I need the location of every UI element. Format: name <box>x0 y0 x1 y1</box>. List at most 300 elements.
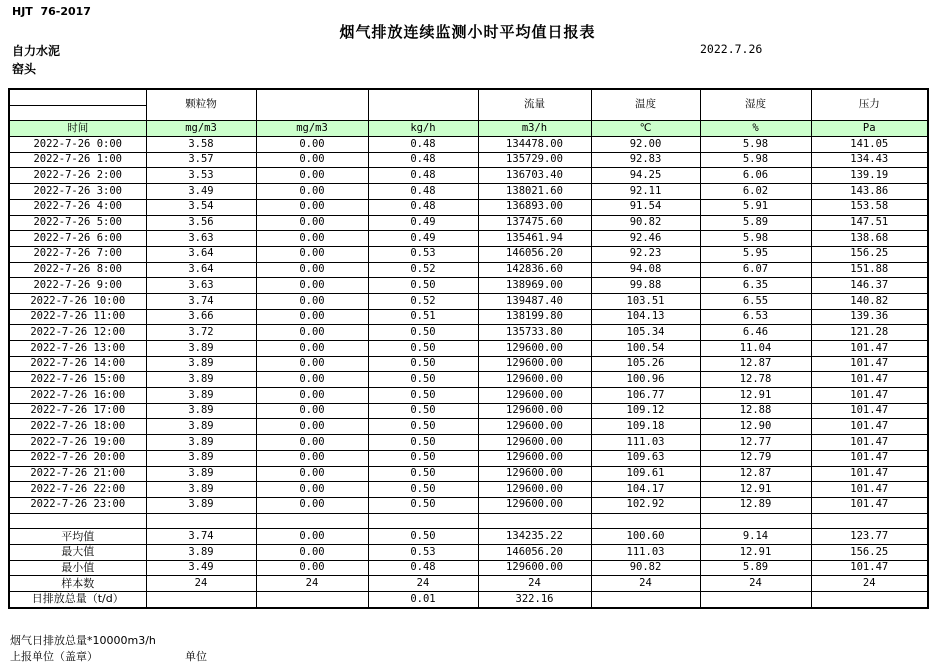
data-row <box>9 168 928 184</box>
summary-row <box>9 576 928 592</box>
value-cell: 0.53 <box>368 544 478 560</box>
value-cell: 129600.00 <box>478 435 591 451</box>
row-label-cell: 2022-7-26 13:00 <box>9 341 146 357</box>
value-cell: 3.66 <box>146 309 256 325</box>
data-row <box>9 152 928 168</box>
value-cell: 129600.00 <box>478 466 591 482</box>
value-cell: 0.50 <box>368 341 478 357</box>
data-row <box>9 137 928 153</box>
value-cell: 3.89 <box>146 388 256 404</box>
report-title: 烟气排放连续监测小时平均值日报表 <box>339 23 596 41</box>
value-cell: 129600.00 <box>478 560 591 576</box>
value-cell: 3.89 <box>146 450 256 466</box>
summary-row <box>9 529 928 545</box>
value-cell: 0.50 <box>368 435 478 451</box>
value-cell: 134235.22 <box>478 529 591 545</box>
value-cell: 12.91 <box>700 388 811 404</box>
value-cell: 147.51 <box>811 215 928 231</box>
value-cell: 24 <box>700 576 811 592</box>
value-cell: 3.74 <box>146 293 256 309</box>
empty-cell <box>146 513 256 529</box>
time-header-split-top <box>9 89 146 105</box>
value-cell: 0.00 <box>256 293 368 309</box>
value-cell: 12.89 <box>700 497 811 513</box>
value-cell: 0.00 <box>256 482 368 498</box>
value-cell: 0.50 <box>368 450 478 466</box>
value-cell: 3.54 <box>146 199 256 215</box>
value-cell: 5.89 <box>700 560 811 576</box>
value-cell: 3.63 <box>146 278 256 294</box>
row-label-cell: 2022-7-26 4:00 <box>9 199 146 215</box>
value-cell: 0.00 <box>256 544 368 560</box>
spacer-row <box>9 513 928 529</box>
empty-cell <box>811 513 928 529</box>
empty-cell <box>591 513 700 529</box>
value-cell: 12.88 <box>700 403 811 419</box>
value-cell: 0.00 <box>256 466 368 482</box>
value-cell: 12.91 <box>700 544 811 560</box>
col-header-temperature: 温度 <box>591 89 700 121</box>
data-row <box>9 246 928 262</box>
value-cell: 0.50 <box>368 403 478 419</box>
row-label-cell: 最大值 <box>9 544 146 560</box>
value-cell: 9.14 <box>700 529 811 545</box>
value-cell: 101.47 <box>811 482 928 498</box>
value-cell: 322.16 <box>478 592 591 608</box>
value-cell: 0.00 <box>256 278 368 294</box>
company-name: 自力水泥 <box>12 44 61 58</box>
data-row <box>9 482 928 498</box>
value-cell: 134478.00 <box>478 137 591 153</box>
unit-cell: Pa <box>811 121 928 137</box>
data-rows <box>9 137 928 514</box>
value-cell: 101.47 <box>811 560 928 576</box>
value-cell: 129600.00 <box>478 356 591 372</box>
value-cell: 102.92 <box>591 497 700 513</box>
value-cell: 0.00 <box>256 152 368 168</box>
value-cell: 3.63 <box>146 231 256 247</box>
value-cell: 6.55 <box>700 293 811 309</box>
value-cell: 3.89 <box>146 435 256 451</box>
summary-rows <box>9 529 928 608</box>
data-row <box>9 325 928 341</box>
row-label-cell: 样本数 <box>9 576 146 592</box>
value-cell: 3.58 <box>146 137 256 153</box>
value-cell: 94.25 <box>591 168 700 184</box>
value-cell: 137475.60 <box>478 215 591 231</box>
data-row <box>9 184 928 200</box>
value-cell: 0.50 <box>368 482 478 498</box>
value-cell: 3.57 <box>146 152 256 168</box>
value-cell <box>256 592 368 608</box>
value-cell: 100.60 <box>591 529 700 545</box>
value-cell: 121.28 <box>811 325 928 341</box>
row-label-cell: 2022-7-26 9:00 <box>9 278 146 294</box>
value-cell: 101.47 <box>811 466 928 482</box>
data-row <box>9 388 928 404</box>
unit-cell: mg/m3 <box>256 121 368 137</box>
time-header-split-bottom <box>9 105 146 121</box>
value-cell: 0.00 <box>256 168 368 184</box>
value-cell: 12.87 <box>700 466 811 482</box>
data-row <box>9 435 928 451</box>
value-cell <box>146 592 256 608</box>
value-cell: 24 <box>256 576 368 592</box>
value-cell: 101.47 <box>811 497 928 513</box>
row-label-cell: 2022-7-26 8:00 <box>9 262 146 278</box>
row-label-cell: 平均值 <box>9 529 146 545</box>
value-cell: 0.48 <box>368 152 478 168</box>
row-label-cell: 2022-7-26 2:00 <box>9 168 146 184</box>
value-cell: 101.47 <box>811 419 928 435</box>
value-cell: 146056.20 <box>478 246 591 262</box>
value-cell: 6.35 <box>700 278 811 294</box>
value-cell: 0.49 <box>368 215 478 231</box>
row-label-cell: 2022-7-26 10:00 <box>9 293 146 309</box>
value-cell: 129600.00 <box>478 341 591 357</box>
value-cell: 100.54 <box>591 341 700 357</box>
row-label-cell: 2022-7-26 16:00 <box>9 388 146 404</box>
row-label-cell: 最小值 <box>9 560 146 576</box>
value-cell: 109.18 <box>591 419 700 435</box>
value-cell: 101.47 <box>811 372 928 388</box>
data-row <box>9 341 928 357</box>
value-cell: 101.47 <box>811 356 928 372</box>
value-cell: 0.48 <box>368 184 478 200</box>
row-label-cell: 2022-7-26 15:00 <box>9 372 146 388</box>
data-row <box>9 199 928 215</box>
data-row <box>9 356 928 372</box>
report-table <box>8 88 929 609</box>
value-cell: 0.48 <box>368 199 478 215</box>
value-cell: 0.50 <box>368 419 478 435</box>
value-cell: 142836.60 <box>478 262 591 278</box>
value-cell: 139.19 <box>811 168 928 184</box>
data-row <box>9 215 928 231</box>
value-cell: 3.49 <box>146 184 256 200</box>
value-cell: 101.47 <box>811 435 928 451</box>
empty-cell <box>9 513 146 529</box>
value-cell: 92.83 <box>591 152 700 168</box>
value-cell: 5.98 <box>700 231 811 247</box>
row-label-cell: 2022-7-26 22:00 <box>9 482 146 498</box>
value-cell: 5.89 <box>700 215 811 231</box>
value-cell: 0.49 <box>368 231 478 247</box>
value-cell: 123.77 <box>811 529 928 545</box>
value-cell: 5.95 <box>700 246 811 262</box>
row-label-cell: 2022-7-26 18:00 <box>9 419 146 435</box>
value-cell: 5.98 <box>700 152 811 168</box>
value-cell: 6.53 <box>700 309 811 325</box>
empty-cell <box>700 513 811 529</box>
data-row <box>9 309 928 325</box>
unit-cell: kg/h <box>368 121 478 137</box>
value-cell: 129600.00 <box>478 388 591 404</box>
value-cell: 139487.40 <box>478 293 591 309</box>
unit-label: 单位 <box>185 650 207 663</box>
value-cell: 0.51 <box>368 309 478 325</box>
value-cell: 0.50 <box>368 497 478 513</box>
value-cell: 0.00 <box>256 215 368 231</box>
value-cell: 5.91 <box>700 199 811 215</box>
value-cell: 24 <box>368 576 478 592</box>
value-cell: 3.89 <box>146 403 256 419</box>
value-cell: 0.48 <box>368 137 478 153</box>
row-label-cell: 2022-7-26 5:00 <box>9 215 146 231</box>
value-cell: 92.46 <box>591 231 700 247</box>
col-header-blank-4 <box>368 89 478 121</box>
value-cell: 24 <box>591 576 700 592</box>
row-label-cell: 2022-7-26 1:00 <box>9 152 146 168</box>
value-cell: 3.49 <box>146 560 256 576</box>
value-cell: 5.98 <box>700 137 811 153</box>
value-cell: 92.11 <box>591 184 700 200</box>
footer-note: 烟气日排放总量*10000m3/h <box>10 634 156 647</box>
value-cell: 90.82 <box>591 215 700 231</box>
value-cell: 105.34 <box>591 325 700 341</box>
value-cell <box>700 592 811 608</box>
value-cell: 136703.40 <box>478 168 591 184</box>
value-cell: 109.61 <box>591 466 700 482</box>
value-cell: 24 <box>811 576 928 592</box>
value-cell: 0.50 <box>368 388 478 404</box>
value-cell: 92.00 <box>591 137 700 153</box>
value-cell: 91.54 <box>591 199 700 215</box>
value-cell: 129600.00 <box>478 482 591 498</box>
value-cell: 156.25 <box>811 544 928 560</box>
standard-code: HJT 76-2017 <box>12 5 91 18</box>
value-cell: 106.77 <box>591 388 700 404</box>
value-cell: 3.89 <box>146 497 256 513</box>
value-cell: 0.00 <box>256 372 368 388</box>
value-cell: 0.52 <box>368 293 478 309</box>
value-cell: 134.43 <box>811 152 928 168</box>
station-name: 窑头 <box>12 62 37 76</box>
value-cell: 101.47 <box>811 388 928 404</box>
value-cell: 0.00 <box>256 262 368 278</box>
row-label-cell: 2022-7-26 7:00 <box>9 246 146 262</box>
value-cell: 138199.80 <box>478 309 591 325</box>
value-cell: 135461.94 <box>478 231 591 247</box>
col-header-blank-3 <box>256 89 368 121</box>
value-cell: 0.50 <box>368 529 478 545</box>
data-row <box>9 419 928 435</box>
value-cell: 135729.00 <box>478 152 591 168</box>
value-cell: 101.47 <box>811 341 928 357</box>
value-cell: 24 <box>478 576 591 592</box>
param-header-row <box>9 89 928 105</box>
value-cell: 0.00 <box>256 325 368 341</box>
value-cell: 111.03 <box>591 544 700 560</box>
value-cell: 6.07 <box>700 262 811 278</box>
value-cell: 129600.00 <box>478 497 591 513</box>
row-label-cell: 日排放总量（t/d） <box>9 592 146 608</box>
col-header-humidity: 湿度 <box>700 89 811 121</box>
empty-cell <box>256 513 368 529</box>
report-date: 2022.7.26 <box>700 42 763 56</box>
value-cell: 0.00 <box>256 560 368 576</box>
value-cell: 0.00 <box>256 137 368 153</box>
value-cell: 129600.00 <box>478 403 591 419</box>
value-cell: 12.90 <box>700 419 811 435</box>
value-cell: 3.53 <box>146 168 256 184</box>
value-cell: 6.06 <box>700 168 811 184</box>
value-cell: 109.12 <box>591 403 700 419</box>
value-cell: 90.82 <box>591 560 700 576</box>
row-label-cell: 2022-7-26 11:00 <box>9 309 146 325</box>
value-cell: 105.26 <box>591 356 700 372</box>
value-cell: 138969.00 <box>478 278 591 294</box>
row-label-cell: 2022-7-26 6:00 <box>9 231 146 247</box>
value-cell: 0.00 <box>256 388 368 404</box>
value-cell: 0.00 <box>256 309 368 325</box>
value-cell: 12.77 <box>700 435 811 451</box>
value-cell: 0.50 <box>368 356 478 372</box>
time-column-header: 时间 <box>9 121 146 137</box>
report-unit-label: 上报单位（盖章） <box>10 650 98 663</box>
data-row <box>9 278 928 294</box>
row-label-cell: 2022-7-26 20:00 <box>9 450 146 466</box>
data-row <box>9 372 928 388</box>
value-cell <box>811 592 928 608</box>
col-header-particulate: 颗粒物 <box>146 89 256 121</box>
value-cell: 0.00 <box>256 356 368 372</box>
row-label-cell: 2022-7-26 0:00 <box>9 137 146 153</box>
value-cell: 109.63 <box>591 450 700 466</box>
row-label-cell: 2022-7-26 21:00 <box>9 466 146 482</box>
summary-row <box>9 560 928 576</box>
spacer-section <box>9 513 928 529</box>
value-cell: 140.82 <box>811 293 928 309</box>
value-cell: 0.00 <box>256 419 368 435</box>
value-cell: 0.00 <box>256 184 368 200</box>
value-cell: 104.17 <box>591 482 700 498</box>
value-cell: 129600.00 <box>478 372 591 388</box>
value-cell: 135733.80 <box>478 325 591 341</box>
value-cell: 129600.00 <box>478 450 591 466</box>
value-cell: 129600.00 <box>478 419 591 435</box>
data-row <box>9 293 928 309</box>
row-label-cell: 2022-7-26 17:00 <box>9 403 146 419</box>
data-row <box>9 262 928 278</box>
value-cell: 104.13 <box>591 309 700 325</box>
value-cell: 92.23 <box>591 246 700 262</box>
value-cell: 0.50 <box>368 466 478 482</box>
value-cell: 0.00 <box>256 435 368 451</box>
unit-cell: m3/h <box>478 121 591 137</box>
data-row <box>9 403 928 419</box>
value-cell: 6.02 <box>700 184 811 200</box>
row-label-cell: 2022-7-26 12:00 <box>9 325 146 341</box>
summary-row <box>9 544 928 560</box>
value-cell: 3.89 <box>146 419 256 435</box>
value-cell: 0.50 <box>368 278 478 294</box>
col-header-flow: 流量 <box>478 89 591 121</box>
value-cell: 0.50 <box>368 325 478 341</box>
value-cell: 3.89 <box>146 544 256 560</box>
value-cell: 153.58 <box>811 199 928 215</box>
row-label-cell: 2022-7-26 14:00 <box>9 356 146 372</box>
value-cell: 0.53 <box>368 246 478 262</box>
value-cell: 151.88 <box>811 262 928 278</box>
value-cell: 24 <box>146 576 256 592</box>
data-row <box>9 231 928 247</box>
summary-row <box>9 592 928 608</box>
value-cell: 99.88 <box>591 278 700 294</box>
data-row <box>9 497 928 513</box>
value-cell: 101.47 <box>811 403 928 419</box>
value-cell: 6.46 <box>700 325 811 341</box>
value-cell: 138021.60 <box>478 184 591 200</box>
empty-cell <box>478 513 591 529</box>
value-cell: 0.48 <box>368 560 478 576</box>
value-cell: 0.00 <box>256 231 368 247</box>
value-cell: 0.00 <box>256 529 368 545</box>
value-cell: 141.05 <box>811 137 928 153</box>
value-cell: 12.87 <box>700 356 811 372</box>
unit-cell: % <box>700 121 811 137</box>
value-cell: 139.36 <box>811 309 928 325</box>
value-cell: 3.89 <box>146 341 256 357</box>
value-cell: 0.00 <box>256 341 368 357</box>
value-cell: 3.89 <box>146 372 256 388</box>
value-cell: 3.89 <box>146 482 256 498</box>
row-label-cell: 2022-7-26 23:00 <box>9 497 146 513</box>
value-cell: 3.72 <box>146 325 256 341</box>
value-cell: 3.74 <box>146 529 256 545</box>
value-cell: 3.89 <box>146 466 256 482</box>
value-cell: 143.86 <box>811 184 928 200</box>
table-header <box>9 89 928 137</box>
value-cell: 111.03 <box>591 435 700 451</box>
value-cell: 3.56 <box>146 215 256 231</box>
value-cell: 136893.00 <box>478 199 591 215</box>
row-label-cell: 2022-7-26 3:00 <box>9 184 146 200</box>
value-cell: 0.00 <box>256 199 368 215</box>
unit-cell: mg/m3 <box>146 121 256 137</box>
value-cell: 0.48 <box>368 168 478 184</box>
col-header-pressure: 压力 <box>811 89 928 121</box>
value-cell: 11.04 <box>700 341 811 357</box>
value-cell: 0.52 <box>368 262 478 278</box>
value-cell: 0.01 <box>368 592 478 608</box>
value-cell: 156.25 <box>811 246 928 262</box>
units-row <box>9 121 928 137</box>
value-cell: 3.64 <box>146 262 256 278</box>
value-cell: 94.08 <box>591 262 700 278</box>
value-cell: 103.51 <box>591 293 700 309</box>
value-cell: 12.91 <box>700 482 811 498</box>
value-cell: 3.89 <box>146 356 256 372</box>
value-cell: 3.64 <box>146 246 256 262</box>
value-cell: 0.00 <box>256 450 368 466</box>
value-cell: 0.00 <box>256 497 368 513</box>
value-cell: 12.78 <box>700 372 811 388</box>
value-cell: 146.37 <box>811 278 928 294</box>
data-row <box>9 450 928 466</box>
row-label-cell: 2022-7-26 19:00 <box>9 435 146 451</box>
empty-cell <box>368 513 478 529</box>
value-cell: 0.50 <box>368 372 478 388</box>
unit-cell: ℃ <box>591 121 700 137</box>
value-cell: 0.00 <box>256 403 368 419</box>
value-cell: 146056.20 <box>478 544 591 560</box>
value-cell: 0.00 <box>256 246 368 262</box>
value-cell: 100.96 <box>591 372 700 388</box>
value-cell <box>591 592 700 608</box>
value-cell: 138.68 <box>811 231 928 247</box>
value-cell: 12.79 <box>700 450 811 466</box>
